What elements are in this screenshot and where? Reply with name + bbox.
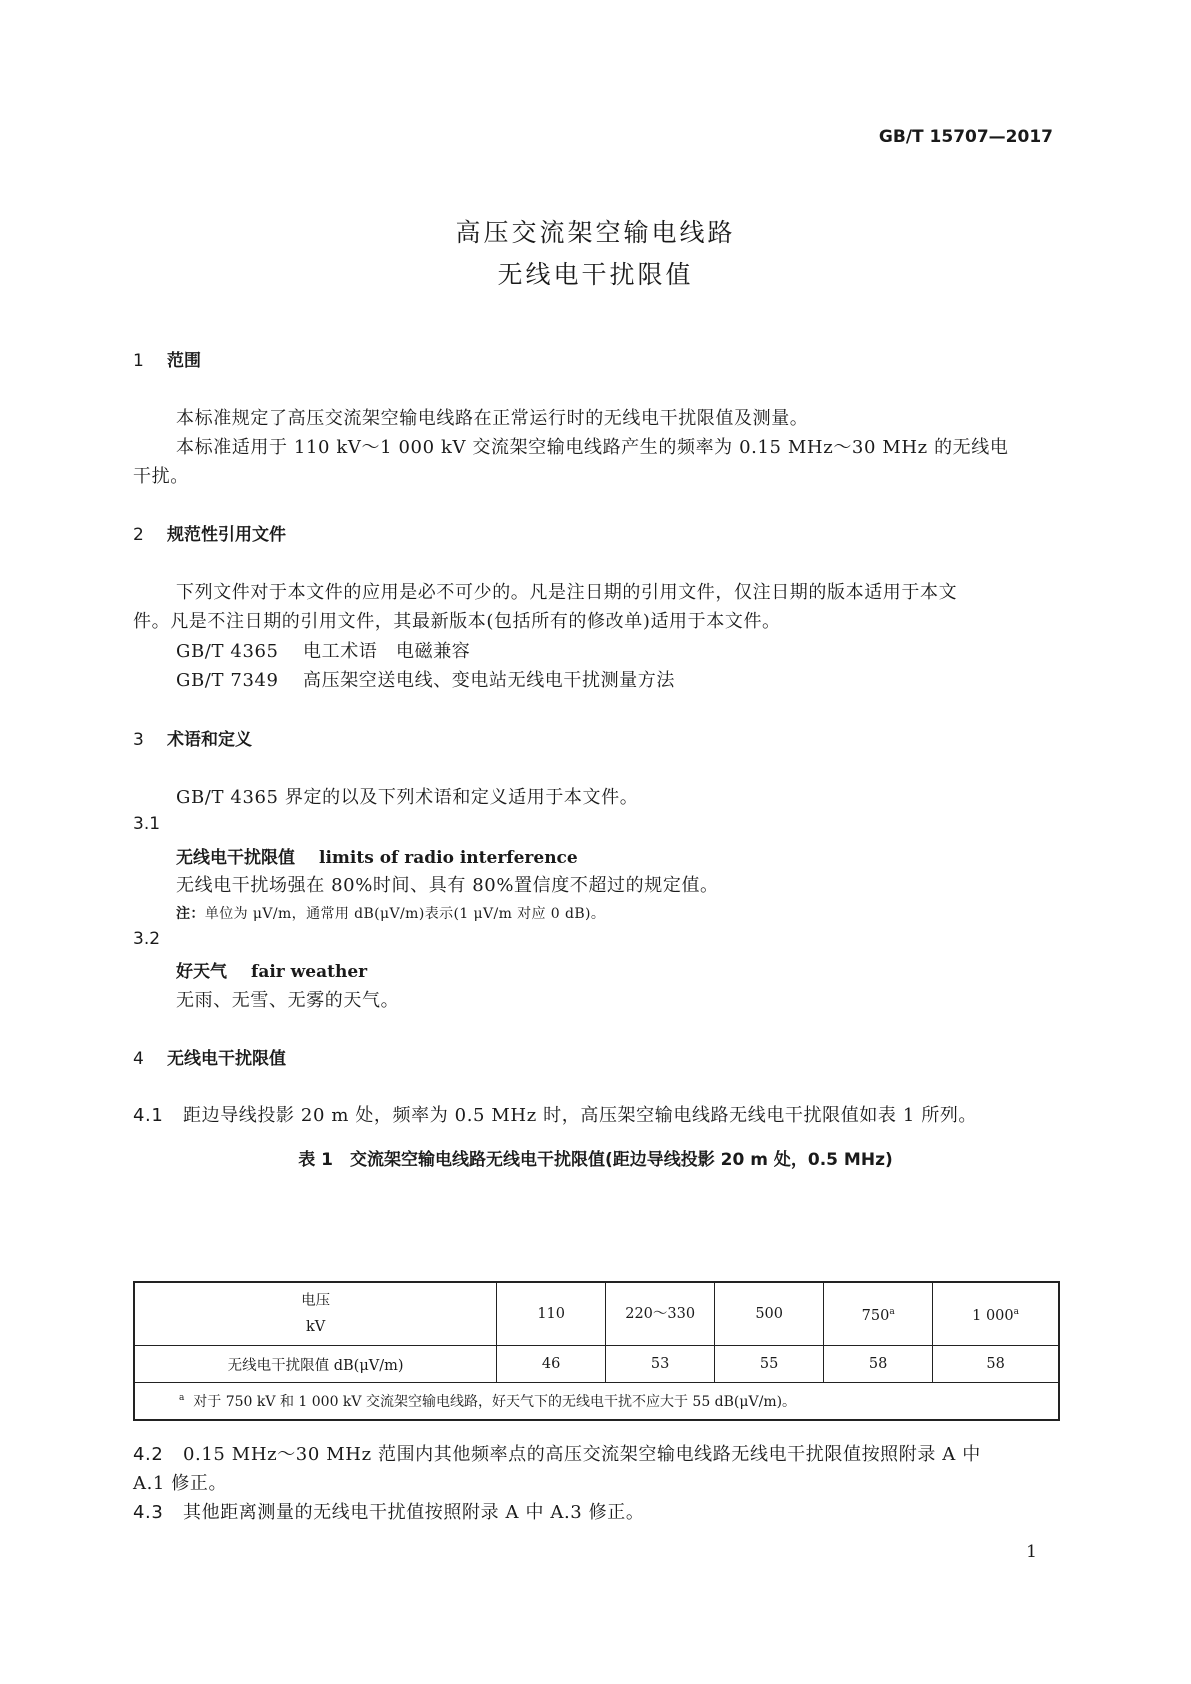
note-label: 注： — [176, 906, 205, 922]
voltage-header-unit: kV — [305, 1319, 326, 1335]
reference-code: GB/T 4365 — [176, 641, 279, 662]
table-row — [134, 1346, 1059, 1383]
paragraph: 本标准规定了高压交流架空输电线路在正常运行时的无线电干扰限值及测量。 — [176, 408, 809, 429]
limit-cell: 58 — [824, 1346, 933, 1383]
term-english: fair weather — [251, 962, 368, 982]
section-2-heading — [133, 520, 286, 545]
term-definition: 无线电干扰场强在 80%时间、具有 80%置信度不超过的规定值。 — [176, 875, 719, 896]
document-title-line2: 无线电干扰限值 — [497, 260, 694, 289]
section-number: 2 — [133, 525, 144, 545]
section-number: 4 — [133, 1049, 144, 1069]
term-note — [176, 903, 605, 923]
standard-number: GB/T 15707—2017 — [878, 127, 1053, 147]
reference-title: 电工术语 电磁兼容 — [303, 641, 471, 662]
section-title: 无线电干扰限值 — [167, 1049, 286, 1069]
limit-cell: 46 — [497, 1346, 606, 1383]
normative-reference — [176, 637, 470, 663]
clause-text: 其他距离测量的无线电干扰值按照附录 A 中 A.3 修正。 — [183, 1502, 645, 1523]
clause-text: 距边导线投影 20 m 处，频率为 0.5 MHz 时，高压架空输电线路无线电干扰限值如表 1 所列。 — [183, 1105, 978, 1126]
section-title: 范围 — [167, 351, 201, 371]
clause-4-3 — [133, 1498, 644, 1524]
term-entry — [176, 957, 367, 982]
footnote-marker: a — [889, 1307, 895, 1317]
term-definition: 无雨、无雪、无雾的天气。 — [176, 990, 400, 1011]
limit-cell: 55 — [715, 1346, 824, 1383]
table-footnote — [134, 1383, 1059, 1421]
paragraph-continuation: 件。凡是不注日期的引用文件，其最新版本(包括所有的修改单)适用于本文件。 — [133, 611, 781, 632]
term-number: 3.2 — [133, 929, 161, 949]
section-4-heading — [133, 1044, 286, 1069]
footnote-marker: a — [1013, 1307, 1020, 1317]
normative-reference — [176, 666, 675, 692]
section-number: 3 — [133, 730, 144, 750]
page-number: 1 — [1026, 1542, 1037, 1562]
clause-text: 0.15 MHz～30 MHz 范围内其他频率点的高压交流架空输电线路无线电干扰限值按照附录 A 中 — [183, 1444, 981, 1465]
term-number: 3.1 — [133, 814, 161, 834]
term-chinese: 无线电干扰限值 — [176, 848, 295, 868]
footnote-text: 对于 750 kV 和 1 000 kV 交流架空输电线路，好天气下的无线电干扰不应大于 55 dB(μV/m)。 — [193, 1394, 797, 1410]
term-english: limits of radio interference — [319, 848, 578, 868]
document-title-line1: 高压交流架空输电线路 — [455, 218, 736, 247]
limit-row-label: 无线电干扰限值 dB(μV/m) — [134, 1346, 497, 1383]
table-caption: 表 1 交流架空输电线路无线电干扰限值(距边导线投影 20 m 处，0.5 MHz) — [298, 1150, 893, 1170]
table-footnote-row — [134, 1383, 1059, 1421]
voltage-header-cell — [134, 1282, 497, 1346]
table-header-row — [134, 1282, 1059, 1346]
voltage-cell: 1 000$^a$ — [933, 1282, 1059, 1346]
clause-continuation: A.1 修正。 — [133, 1473, 228, 1494]
paragraph: 本标准适用于 110 kV～1 000 kV 交流架空输电线路产生的频率为 0.15 MHz～30 MHz 的无线电 — [176, 437, 1009, 458]
voltage-header-label: 电压 — [301, 1293, 331, 1309]
section-number: 1 — [133, 351, 144, 371]
section-3-heading — [133, 725, 252, 750]
clause-number: 4.3 — [133, 1502, 164, 1523]
voltage-cell: 500 — [715, 1282, 824, 1346]
clause-number: 4.2 — [133, 1444, 164, 1465]
section-title: 术语和定义 — [167, 730, 252, 750]
limit-cell: 58 — [933, 1346, 1059, 1383]
clause-4-2 — [133, 1440, 981, 1466]
paragraph-continuation: 干扰。 — [133, 466, 189, 487]
paragraph: GB/T 4365 界定的以及下列术语和定义适用于本文件。 — [176, 787, 639, 808]
term-entry — [176, 843, 578, 868]
term-chinese: 好天气 — [176, 962, 227, 982]
clause-4-1 — [133, 1101, 977, 1127]
reference-code: GB/T 7349 — [176, 670, 279, 691]
limits-table — [133, 1281, 1060, 1421]
voltage-cell: 750$^a$ — [824, 1282, 933, 1346]
footnote-marker: a — [179, 1393, 185, 1403]
note-text: 单位为 μV/m，通常用 dB(μV/m)表示(1 μV/m 对应 0 dB)。 — [204, 906, 606, 922]
section-title: 规范性引用文件 — [167, 525, 286, 545]
section-1-heading — [133, 346, 201, 371]
clause-number: 4.1 — [133, 1105, 164, 1126]
limit-cell: 53 — [606, 1346, 715, 1383]
reference-title: 高压架空送电线、变电站无线电干扰测量方法 — [303, 670, 675, 691]
voltage-cell: 220～330 — [606, 1282, 715, 1346]
paragraph: 下列文件对于本文件的应用是必不可少的。凡是注日期的引用文件，仅注日期的版本适用于本文 — [176, 582, 958, 603]
voltage-cell: 110 — [497, 1282, 606, 1346]
